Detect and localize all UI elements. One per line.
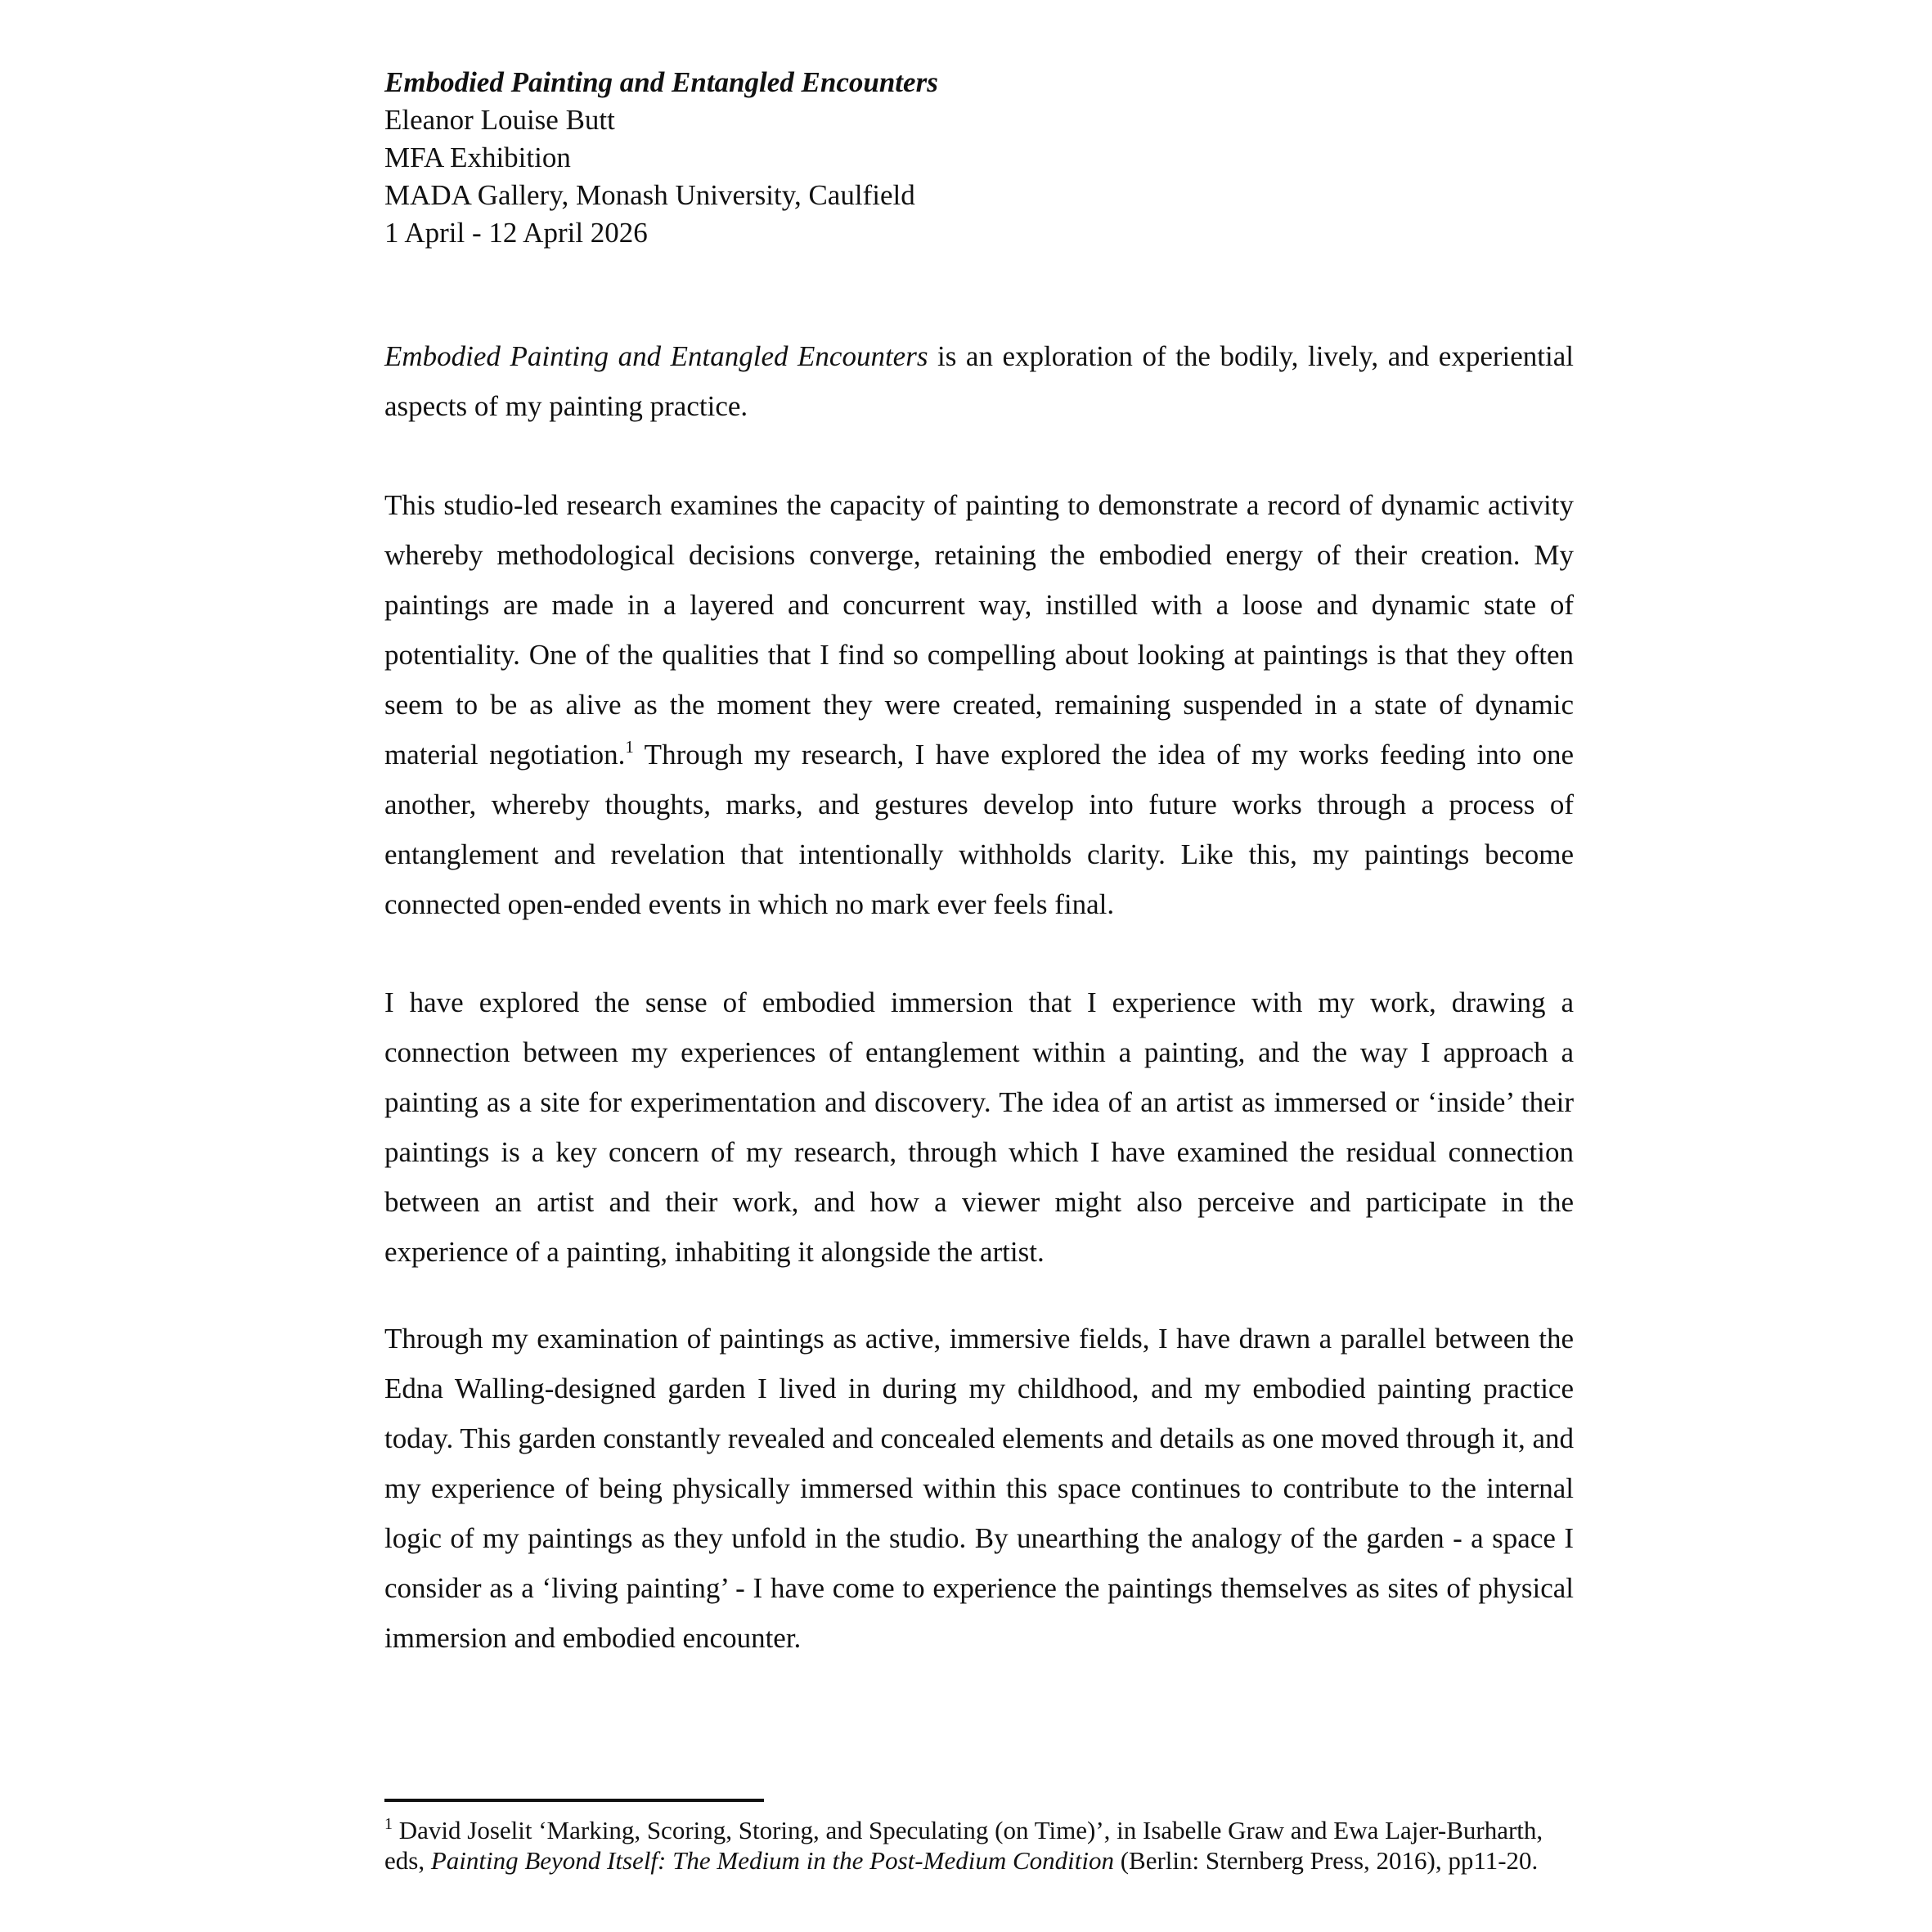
footnote-number: 1 bbox=[384, 1815, 393, 1833]
exhibition-title: Embodied Painting and Entangled Encounters bbox=[384, 66, 938, 98]
paragraph-research bbox=[384, 480, 1574, 929]
exhibition-type: MFA Exhibition bbox=[384, 142, 571, 173]
footnote-text-a: David Joselit ‘Marking, Scoring, Storing, and Speculating (on Time)’, in Isabelle Graw and Ewa Lajer-Burharth, eds, bbox=[384, 1816, 1543, 1875]
paragraph-intro bbox=[384, 331, 1574, 431]
footnote-book-title: Painting Beyond Itself: The Medium in the Post-Medium Condition bbox=[430, 1846, 1114, 1875]
paragraph-research-text-b: Through my research, I have explored the idea of my works feeding into one another, whereby thoughts, marks, and gestures develop into future works through a process of entanglement and revelation that intentionally withholds clarity. Like this, my paintings become connected open-ended events in which no mark ever feels final. bbox=[384, 739, 1574, 920]
document-page bbox=[384, 0, 1574, 1932]
footnote-divider bbox=[384, 1799, 764, 1802]
paragraph-garden: Through my examination of paintings as active, immersive fields, I have drawn a parallel between the Edna Walling-designed garden I lived in during my childhood, and my embodied painting practice today. This garden constantly revealed and concealed elements and details as one moved through it, and my experience of being physically immersed within this space continues to contribute to the internal logic of my paintings as they unfold in the studio. By unearthing the analogy of the garden - a space I consider as a ‘living painting’ - I have come to experience the paintings themselves as sites of physical immersion and embodied encounter. bbox=[384, 1323, 1574, 1654]
footnote-text-b: (Berlin: Sternberg Press, 2016), pp11-20. bbox=[1113, 1846, 1539, 1875]
venue: MADA Gallery, Monash University, Caulfield bbox=[384, 179, 915, 211]
footnote-reference[interactable]: 1 bbox=[625, 737, 634, 757]
paragraph-immersion: I have explored the sense of embodied immersion that I experience with my work, drawing a connection between my experiences of entanglement within a painting, and the way I approach a painting as a site for experimentation and discovery. The idea of an artist as immersed or ‘inside’ their paintings is a key concern of my research, through which I have examined the residual connection between an artist and their work, and how a viewer might also perceive and participate in the experience of a painting, inhabiting it alongside the artist. bbox=[384, 986, 1574, 1268]
footnote bbox=[384, 1815, 1574, 1876]
paragraph-intro-title: Embodied Painting and Entangled Encounters bbox=[384, 340, 928, 372]
paragraph-research-text-a: This studio-led research examines the capacity of painting to demonstrate a record of dynamic activity whereby methodological decisions converge, retaining the embodied energy of their creation. My paintings are made in a layered and concurrent way, instilled with a loose and dynamic state of potentiality. One of the qualities that I find so compelling about looking at paintings is that they often seem to be as alive as the moment they were created, remaining suspended in a state of dynamic material negotiation. bbox=[384, 489, 1574, 771]
author-name: Eleanor Louise Butt bbox=[384, 104, 615, 136]
paragraph-intro-text: is an exploration of the bodily, lively, and experiential aspects of my painting practice. bbox=[384, 340, 1574, 422]
exhibition-header bbox=[384, 64, 1574, 252]
exhibition-dates: 1 April - 12 April 2026 bbox=[384, 217, 648, 249]
